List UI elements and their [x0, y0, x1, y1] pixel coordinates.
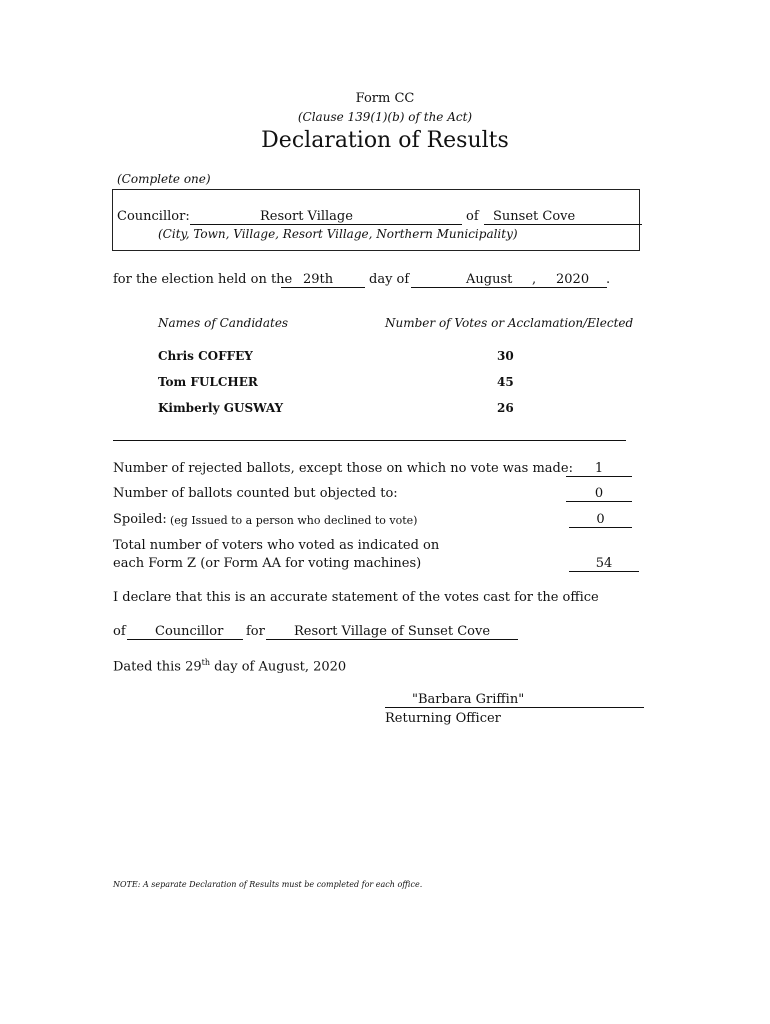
- rejected-value: 1: [566, 462, 632, 477]
- total-field: [569, 556, 639, 572]
- footer-note: NOTE: A separate Declaration of Results must be completed for each office.: [113, 880, 423, 889]
- total-label-line1: Total number of voters who voted as indicated on: [113, 538, 440, 553]
- rejected-field: [566, 461, 632, 477]
- spoiled-note: (eg Issued to a person who declined to vote): [170, 514, 418, 527]
- dated-sup: th: [201, 658, 211, 667]
- signature-field: [385, 692, 644, 708]
- rejected-label: Number of rejected ballots, except those on which no vote was made:: [113, 461, 573, 476]
- municipality-note: (City, Town, Village, Resort Village, Northern Municipality): [158, 227, 518, 241]
- for-value: Resort Village of Sunset Cove: [266, 625, 518, 640]
- dated-prefix: Dated this 29: [113, 659, 202, 675]
- page-title: Declaration of Results: [261, 128, 509, 153]
- complete-one-note: (Complete one): [117, 172, 211, 186]
- spoiled-value: 0: [569, 513, 632, 528]
- signature-title: Returning Officer: [385, 711, 501, 726]
- spoiled-field: [569, 512, 632, 528]
- candidate-name: Tom FULCHER: [158, 375, 258, 389]
- dated-line: [113, 658, 346, 674]
- date-period: .: [606, 272, 611, 287]
- candidate-name: Chris COFFEY: [158, 349, 253, 363]
- date-comma: ,: [532, 272, 537, 287]
- councillor-value: Resort Village: [190, 210, 462, 225]
- office-field: [127, 624, 243, 640]
- year-value: 2020: [556, 272, 590, 287]
- day-of-label: day of: [369, 272, 410, 287]
- objected-field: [566, 486, 632, 502]
- councillor-label: Councillor:: [117, 209, 190, 224]
- clause-reference: (Clause 139(1)(b) of the Act): [297, 110, 473, 124]
- total-value: 54: [569, 557, 639, 572]
- declaration-statement: I declare that this is an accurate statement of the votes cast for the office: [113, 590, 599, 605]
- of-label: of: [466, 209, 479, 224]
- for-field: [266, 624, 518, 640]
- office-value: Councillor: [127, 625, 243, 640]
- of-value: Sunset Cove: [484, 210, 642, 225]
- candidate-votes: 30: [497, 349, 514, 363]
- election-prefix: for the election held on the: [113, 272, 293, 287]
- objected-value: 0: [566, 487, 632, 502]
- day-value: 29th: [281, 273, 365, 288]
- form-code: Form CC: [355, 91, 415, 106]
- councillor-field: [190, 209, 462, 225]
- candidates-header-votes: Number of Votes or Acclamation/Elected: [385, 316, 634, 330]
- candidate-votes: 45: [497, 375, 514, 389]
- objected-label: Number of ballots counted but objected to:: [113, 486, 398, 501]
- spoiled-label: Spoiled:: [113, 512, 167, 527]
- total-label-line2: each Form Z (or Form AA for voting machines): [113, 556, 422, 571]
- signature-name: "Barbara Griffin": [385, 693, 644, 708]
- candidates-header-name: Names of Candidates: [158, 316, 289, 330]
- dated-suffix: day of August, 2020: [210, 659, 347, 675]
- candidate-votes: 26: [497, 401, 514, 415]
- day-field: [281, 272, 365, 288]
- month-value: August: [411, 273, 607, 288]
- declaration-of-label: of: [113, 624, 126, 639]
- of-field: [484, 209, 642, 225]
- candidate-name: Kimberly GUSWAY: [158, 401, 284, 415]
- declaration-for-label: for: [246, 624, 265, 639]
- section-divider: [113, 440, 626, 441]
